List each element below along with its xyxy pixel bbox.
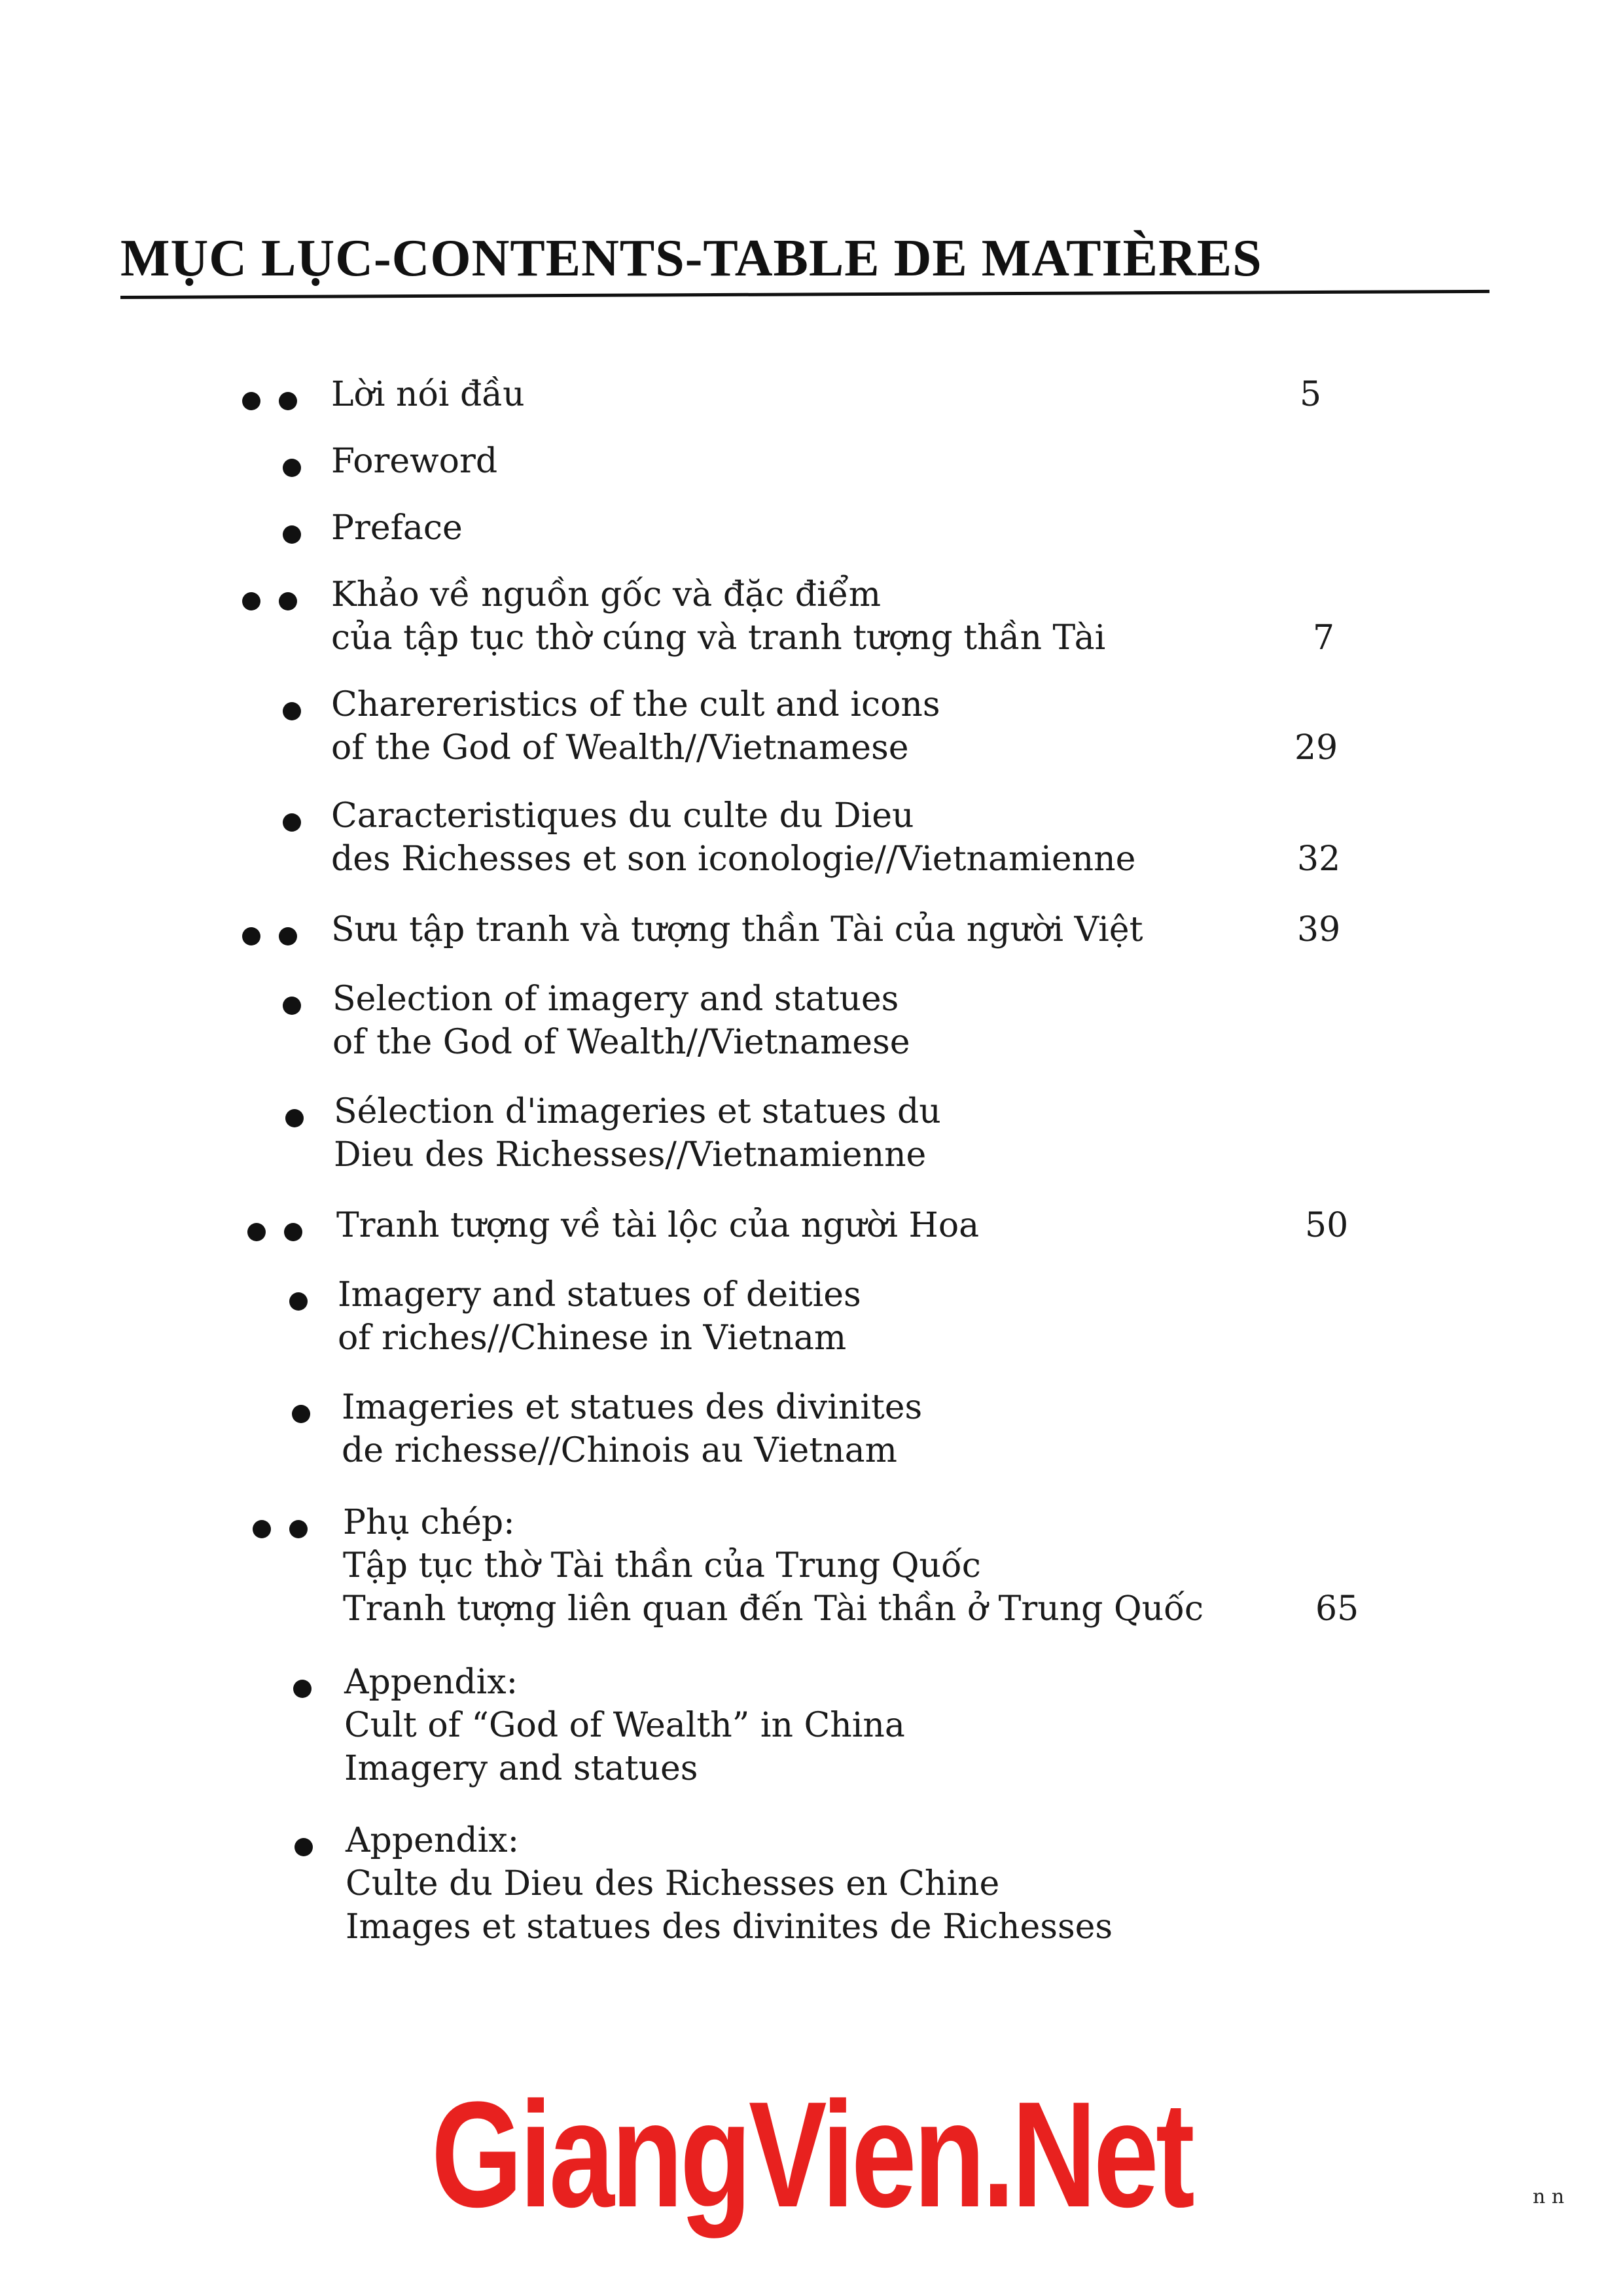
page-number: 39 — [1297, 910, 1341, 949]
entry-line: Tranh tượng về tài lộc của người Hoa — [336, 1206, 980, 1245]
bullet-marker — [285, 1108, 304, 1128]
entry-line: Phụ chép: — [343, 1503, 515, 1542]
entry-line: Khảo về nguồn gốc và đặc điểm — [331, 575, 881, 614]
page-number: 50 — [1305, 1206, 1349, 1245]
entry-line: Preface — [331, 508, 463, 548]
entry-line: of the God of Wealth//Vietnamese — [332, 1023, 910, 1062]
bullet-marker — [283, 996, 301, 1016]
bullet-marker — [292, 1404, 310, 1424]
title-rule — [120, 290, 1489, 299]
entry-line: Tranh tượng liên quan đến Tài thần ở Trung Quốc — [343, 1589, 1204, 1629]
entry-line: Charereristics of the cult and icons — [331, 685, 940, 724]
bullet-marker — [289, 1292, 308, 1311]
page-number: 5 — [1300, 375, 1322, 414]
entry-line: Appendix: — [346, 1821, 520, 1860]
entry-line: Caracteristiques du culte du Dieu — [331, 796, 914, 836]
entry-line: Appendix: — [344, 1663, 518, 1702]
page-number: 65 — [1315, 1589, 1359, 1629]
page-number: 29 — [1294, 728, 1338, 768]
entry-line: Sélection d'imageries et statues du — [334, 1092, 941, 1131]
bullet-marker — [242, 391, 297, 411]
entry-line: Cult of “God of Wealth” in China — [344, 1706, 905, 1745]
bullet-marker — [242, 592, 297, 611]
entry-line: Images et statues des divinites de Richesses — [346, 1907, 1113, 1947]
page-number: 7 — [1313, 618, 1335, 658]
bullet-marker — [283, 458, 301, 478]
bullet-marker — [294, 1837, 313, 1857]
corner-mark: n n — [1533, 2185, 1565, 2208]
entry-line: Imagery and statues — [344, 1749, 698, 1788]
entry-line: Lời nói đầu — [331, 375, 525, 414]
bullet-marker — [247, 1222, 302, 1242]
bullet-marker — [283, 701, 301, 721]
entry-line: Culte du Dieu des Richesses en Chine — [346, 1864, 1000, 1903]
entry-line: of the God of Wealth//Vietnamese — [331, 728, 909, 768]
bullet-marker — [242, 927, 297, 946]
entry-line: Sưu tập tranh và tượng thần Tài của người Việt — [331, 910, 1143, 949]
entry-line: Imagery and statues of deities — [338, 1275, 861, 1315]
entry-line: de richesse//Chinois au Vietnam — [342, 1431, 897, 1470]
entry-line: Dieu des Richesses//Vietnamienne — [334, 1135, 927, 1174]
entry-line: Tập tục thờ Tài thần của Trung Quốc — [343, 1546, 981, 1585]
bullet-marker — [293, 1679, 312, 1699]
page-number: 32 — [1297, 839, 1341, 879]
bullet-marker — [283, 813, 301, 832]
entry-line: của tập tục thờ cúng và tranh tượng thần Tài — [331, 618, 1106, 658]
watermark-logo: GiangVien.Net — [431, 2070, 1192, 2238]
entry-line: Foreword — [331, 442, 498, 481]
entry-line: Selection of imagery and statues — [332, 980, 899, 1019]
bullet-marker — [283, 525, 301, 544]
entry-line: of riches//Chinese in Vietnam — [338, 1318, 847, 1358]
page-title: MỤC LỤC-CONTENTS-TABLE DE MATIÈRES — [120, 230, 1262, 287]
bullet-marker — [253, 1519, 308, 1539]
entry-line: Imageries et statues des divinites — [342, 1388, 923, 1427]
entry-line: des Richesses et son iconologie//Vietnamienne — [331, 839, 1136, 879]
